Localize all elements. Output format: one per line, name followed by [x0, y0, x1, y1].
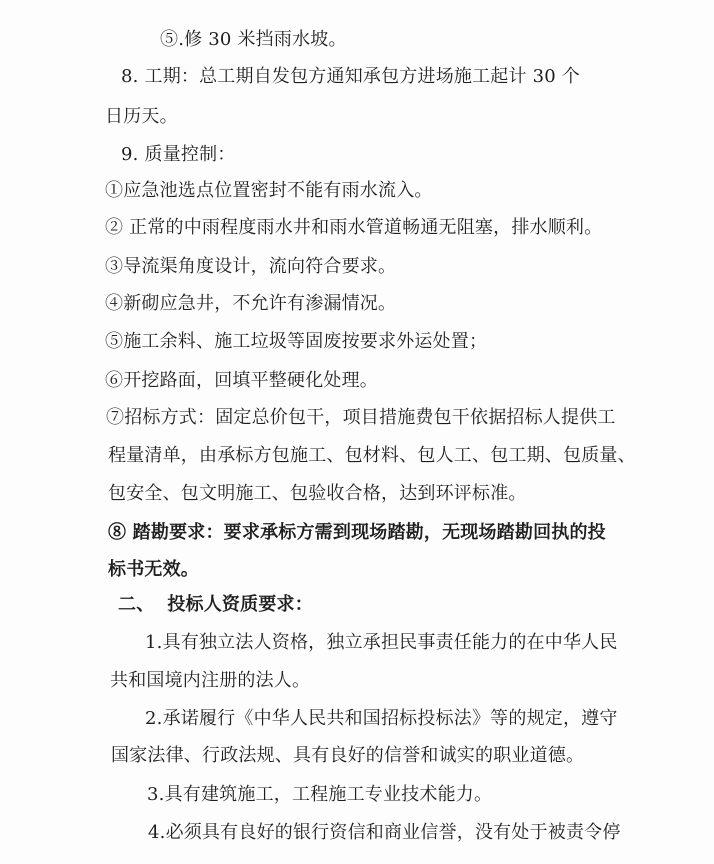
- requirement-1: 1.具有独立法人资格，独立承担民事责任能力的在中华人民: [145, 632, 618, 653]
- section-8-schedule: 8. 工期：总工期自发包方通知承包方进场施工起计 30 个: [121, 66, 581, 87]
- section-2-heading: 二、 投标人资质要求：: [118, 594, 313, 615]
- quality-item-7-cont-1: 程量清单，由承标方包施工、包材料、包人工、包工期、包质量、: [108, 445, 636, 466]
- quality-item-7-cont-2: 包安全、包文明施工、包验收合格，达到环评标准。: [108, 483, 527, 504]
- quality-item-3: ③导流渠角度设计，流向符合要求。: [105, 256, 397, 277]
- requirement-2: 2.承诺履行《中华人民共和国招标投标法》等的规定，遵守: [145, 708, 618, 729]
- quality-item-4: ④新砌应急井，不允许有渗漏情况。: [105, 293, 397, 314]
- quality-item-2: ② 正常的中雨程度雨水井和雨水管道畅通无阻塞，排水顺利。: [105, 217, 603, 238]
- quality-item-1: ①应急池选点位置密封不能有雨水流入。: [105, 180, 433, 201]
- list-item-5-retaining-slope: ⑤.修 30 米挡雨水坡。: [160, 29, 347, 50]
- quality-item-8-cont: 标书无效。: [108, 559, 199, 580]
- section-8-schedule-cont: 日历天。: [105, 106, 178, 127]
- section-9-quality-control: 9. 质量控制：: [121, 144, 236, 165]
- requirement-1-cont: 共和国境内注册的法人。: [110, 670, 311, 691]
- quality-item-5: ⑤施工余料、施工垃圾等固废按要求外运处置；: [105, 331, 488, 352]
- quality-item-7: ⑦招标方式：固定总价包干，项目措施费包干依据招标人提供工: [106, 407, 616, 428]
- quality-item-8-site-visit: ⑧ 踏勘要求：要求承标方需到现场踏勘，无现场踏勘回执的投: [108, 522, 606, 543]
- requirement-3: 3.具有建筑施工，工程施工专业技术能力。: [147, 784, 493, 805]
- requirement-2-cont: 国家法律、行政法规、具有良好的信誉和诚实的职业道德。: [111, 745, 585, 766]
- quality-item-6: ⑥开挖路面，回填平整硬化处理。: [105, 370, 378, 391]
- requirement-4: 4.必须具有良好的银行资信和商业信誉，没有处于被责令停: [148, 822, 621, 843]
